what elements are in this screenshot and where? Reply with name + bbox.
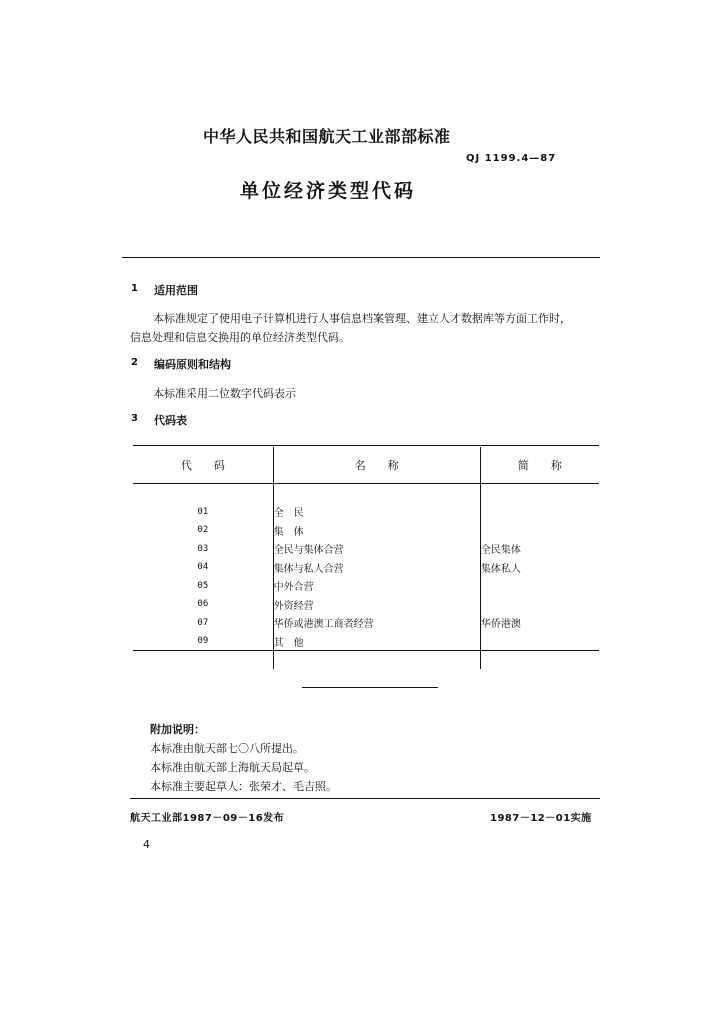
section-3-number: 3 (131, 413, 138, 424)
page-number: 4 (143, 838, 150, 851)
section-2-title: 编码原则和结构 (154, 358, 231, 371)
table-bottom-rule (133, 650, 599, 651)
section-2-number: 2 (131, 357, 138, 368)
notes-separator (302, 687, 438, 688)
footer-rule (130, 798, 600, 799)
table-row: 04 集体与私人合营 集体私人 (133, 558, 599, 577)
section-2-body-line-1: 本标准采用二位数字代码表示 (153, 387, 296, 400)
table-row: 03 全民与集体合营 全民集体 (133, 540, 599, 559)
header-code: 代 码 (133, 447, 273, 484)
table-row: 05 中外合营 (133, 577, 599, 596)
notes-line-1: 本标准由航天部七〇八所提出。 (150, 742, 304, 755)
table-row: 09 其 他 (133, 632, 599, 651)
table-row: 01 全 民 (133, 503, 599, 522)
issuing-authority: 中华人民共和国航天工业部部标准 (203, 127, 451, 146)
section-1-title: 适用范围 (154, 284, 198, 297)
document-title: 单位经济类型代码 (240, 180, 417, 202)
table-top-rule (133, 445, 599, 446)
section-1-number: 1 (131, 283, 138, 294)
section-1-body-line-1: 本标准规定了使用电子计算机进行人事信息档案管理、建立人才数据库等方面工作时， (153, 312, 571, 325)
notes-heading: 附加说明： (150, 723, 205, 736)
section-1-body-line-2: 信息处理和信息交换用的单位经济类型代码。 (130, 331, 350, 344)
notes-line-2: 本标准由航天部上海航天局起草。 (150, 761, 315, 774)
table-row: 02 集 体 (133, 521, 599, 540)
notes-line-3: 本标准主要起草人：张荣才、毛吉照。 (150, 780, 337, 793)
issue-date: 航天工业部1987－09－16发布 (130, 813, 285, 824)
code-table (133, 447, 599, 669)
table-row: 06 外资经营 (133, 595, 599, 614)
section-3-title: 代码表 (154, 414, 187, 427)
header-divider (122, 257, 600, 258)
header-name: 名 称 (273, 447, 480, 484)
standard-number: QJ 1199.4—87 (466, 153, 557, 164)
table-row: 07 华侨或港澳工商者经营 华侨港澳 (133, 614, 599, 633)
effective-date: 1987－12－01实施 (490, 813, 592, 824)
header-abbreviation: 简 称 (480, 447, 599, 484)
